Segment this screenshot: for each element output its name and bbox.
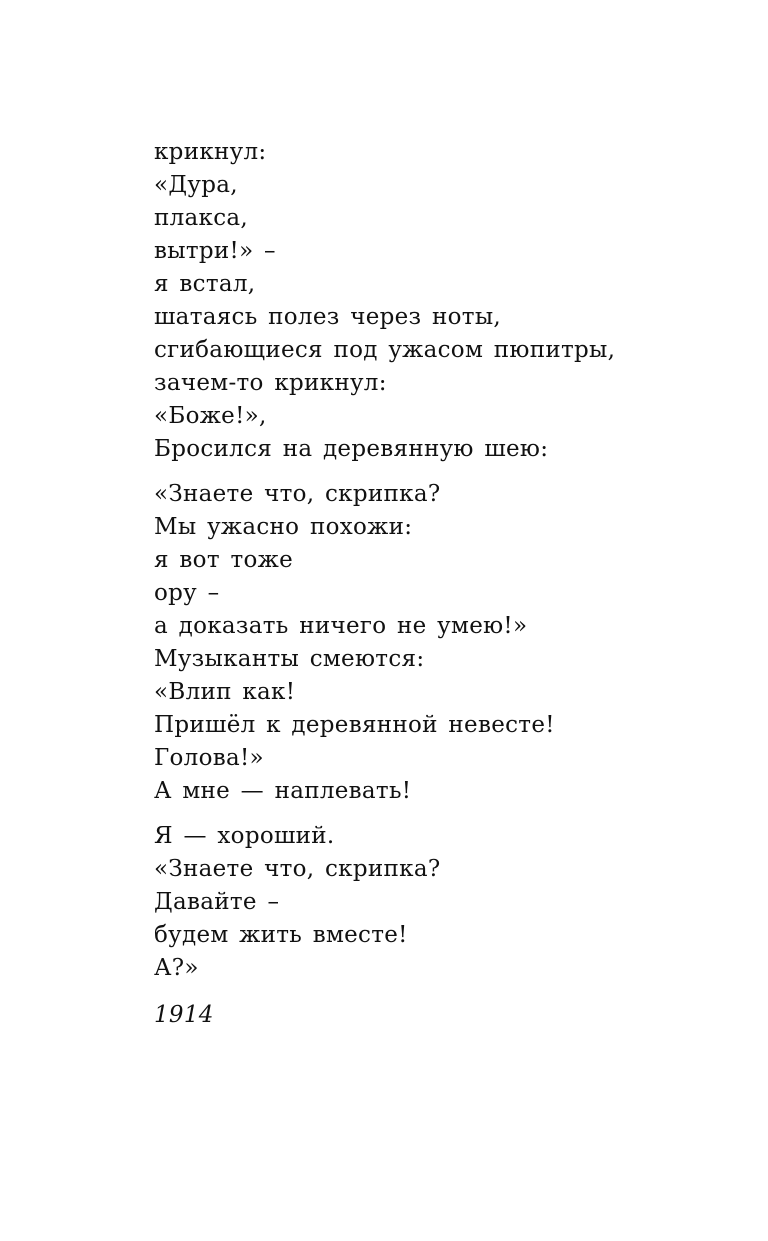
poem-line: «Влип как! [154, 679, 296, 705]
poem-line: а доказать ничего не умею!» [154, 613, 528, 639]
poem-line: Давайте – [154, 889, 280, 915]
poem-line: Пришёл к деревянной невесте! [154, 712, 555, 738]
poem-line: «Знаете что, скрипка? [154, 856, 441, 882]
poem-line: «Знаете что, скрипка? [154, 481, 441, 507]
poem-line: крикнул: [154, 139, 267, 165]
poem-line: вытри!» – [154, 238, 276, 264]
poem-line: «Дура, [154, 172, 238, 198]
poem-line: Голова!» [154, 745, 264, 771]
poem-line: сгибающиеся под ужасом пюпитры, [154, 337, 616, 363]
poem-text [154, 136, 615, 1032]
poem-line: Мы ужасно похожи: [154, 514, 413, 540]
poem-date: 1914 [154, 1002, 214, 1028]
poem-line: шатаясь полез через ноты, [154, 304, 502, 330]
poem-line: А?» [154, 955, 199, 981]
poem-line: я встал, [154, 271, 256, 297]
stanza-3 [154, 820, 615, 985]
poem-line: ору – [154, 580, 220, 606]
poem-line: зачем-то крикнул: [154, 370, 387, 396]
poem-line: Бросился на деревянную шею: [154, 436, 549, 462]
poem-line: будем жить вместе! [154, 922, 408, 948]
stanza-1 [154, 136, 615, 466]
poem-line: плакса, [154, 205, 249, 231]
poem-line: «Боже!», [154, 403, 267, 429]
stanza-2 [154, 478, 615, 808]
poem-line: я вот тоже [154, 547, 293, 573]
poem-line: Я — хороший. [154, 823, 335, 849]
poem-line: Музыканты смеются: [154, 646, 425, 672]
poem-line: А мне — наплевать! [154, 778, 412, 804]
